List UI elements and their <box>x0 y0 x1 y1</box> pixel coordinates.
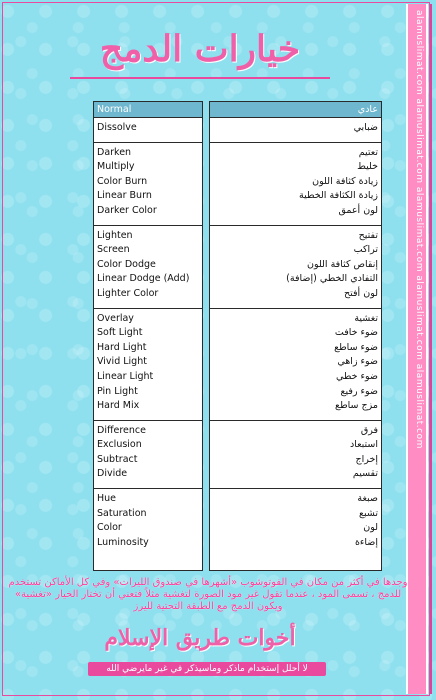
arabic-mode-name: مزج ساطع <box>335 400 378 412</box>
english-mode-name: Overlay <box>97 312 134 324</box>
arabic-mode-name: تقسيم <box>352 468 378 480</box>
arabic-mode-name: ضبابي <box>353 122 378 133</box>
english-mode-name: Subtract <box>97 453 138 465</box>
arabic-group <box>210 143 381 226</box>
arabic-mode-name: ضوء ساطع <box>334 341 378 353</box>
english-group <box>94 226 202 309</box>
english-mode-name: Dissolve <box>97 122 137 133</box>
english-group <box>94 421 202 489</box>
english-mode-name: Color Burn <box>97 175 148 187</box>
arabic-mode-name: تراكب <box>353 244 378 256</box>
side-line <box>430 4 432 694</box>
english-column <box>93 101 203 571</box>
english-mode-name: Hard Light <box>97 341 147 353</box>
brand-name: أخوات طريق الإسلام <box>104 625 296 651</box>
english-mode-name: Difference <box>97 424 146 436</box>
arabic-mode-name: ضوء خافت <box>334 327 378 339</box>
english-mode-name: Luminosity <box>97 536 149 548</box>
english-mode-name: Multiply <box>97 161 135 173</box>
english-mode-name: Color Dodge <box>97 258 156 270</box>
english-mode-name: Lighten <box>97 229 133 241</box>
english-group <box>94 489 202 570</box>
arabic-mode-name: ضوء خطي <box>335 370 378 382</box>
description-text: وجدها في أكثر من مكان في الفوتوشوب «أشهرها في صندوق الليرات» وفي كل الأماكن تستخدم للدمج ، تسمى المود ، عندما تقول غير مود الصورة لتغشية مثلاً فتعني أن تختار الخيار «تغشية» ويكون الدمج مع الطبقة التحتية لليرز <box>8 577 408 612</box>
footer-text: لا أحلل إستخدام ماذكر وماسيذكر في غير مايرضي الله <box>106 664 308 674</box>
arabic-mode-name: إخراج <box>355 453 378 465</box>
arabic-mode-name: تعتيم <box>358 146 378 158</box>
arabic-mode-name: لون أفتح <box>344 287 378 299</box>
english-mode-name: Soft Light <box>97 327 143 339</box>
arabic-header: عادي <box>210 102 381 118</box>
arabic-column <box>209 101 382 571</box>
arabic-mode-name: استبعاد <box>349 439 378 451</box>
english-mode-name: Exclusion <box>97 439 142 451</box>
english-mode-name: Linear Light <box>97 370 154 382</box>
arabic-mode-name: لون <box>363 522 378 534</box>
english-mode-name: Linear Dodge (Add) <box>97 273 190 285</box>
english-header: Normal <box>94 102 202 118</box>
english-mode-name: Saturation <box>97 507 147 519</box>
arabic-mode-name: فرق <box>360 424 378 436</box>
english-mode-name: Hue <box>97 493 117 505</box>
english-mode-name: Vivid Light <box>97 356 147 368</box>
side-watermark-text: alamuslimat.com alamuslimat.com alamuslimat.com alamuslimat.com alamuslimat.com <box>414 10 424 449</box>
arabic-mode-name: لون أعمق <box>338 204 378 216</box>
arabic-group <box>210 309 381 421</box>
arabic-mode-name: إضاءة <box>354 536 378 548</box>
page-title: خيارات الدمج <box>99 28 301 70</box>
english-group <box>94 309 202 421</box>
side-watermark <box>410 10 424 690</box>
arabic-mode-name: ضوء زاهي <box>337 356 378 368</box>
english-mode-name: Pin Light <box>97 385 138 397</box>
arabic-mode-name: زيادة الكثافة الخطية <box>299 190 378 202</box>
english-mode-name: Linear Burn <box>97 190 152 202</box>
arabic-mode-name: صبغة <box>357 493 378 505</box>
arabic-mode-name: ضوء رفيع <box>340 385 378 397</box>
english-mode-name: Hard Mix <box>97 400 140 412</box>
english-mode-name: Darker Color <box>97 204 157 216</box>
english-mode-name: Divide <box>97 468 128 480</box>
arabic-group <box>210 226 381 309</box>
arabic-mode-name: تغشية <box>354 312 378 324</box>
english-mode-name: Color <box>97 522 122 534</box>
english-group <box>94 143 202 226</box>
arabic-mode-name: تشبع <box>358 507 378 519</box>
arabic-group <box>210 118 381 143</box>
english-group <box>94 118 202 143</box>
arabic-mode-name: زيادة كثافة اللون <box>312 175 378 187</box>
arabic-group <box>210 489 381 570</box>
arabic-mode-name: التفادي الخطي (إضافة) <box>286 273 378 285</box>
arabic-mode-name: إنقاص كثافة اللون <box>307 258 378 270</box>
title-underline <box>70 77 330 79</box>
english-mode-name: Darken <box>97 146 132 158</box>
english-mode-name: Lighter Color <box>97 287 159 299</box>
arabic-mode-name: تفتيح <box>358 229 378 241</box>
english-mode-name: Screen <box>97 244 130 256</box>
blend-modes-table <box>93 101 382 571</box>
arabic-group <box>210 421 381 489</box>
arabic-mode-name: خليط <box>357 161 378 173</box>
